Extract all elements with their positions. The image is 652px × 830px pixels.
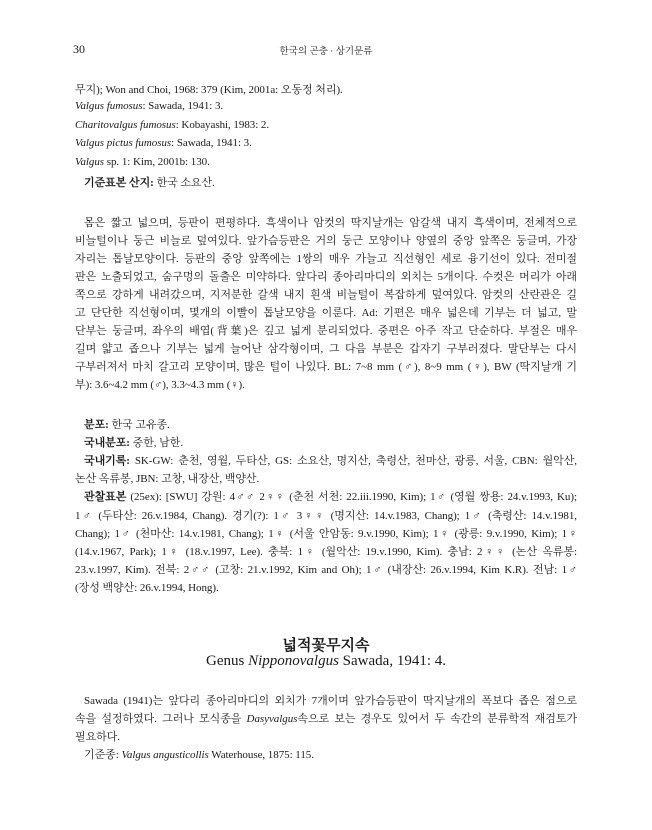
synonymy-line-1: 무지); Won and Choi, 1968: 379 (Kim, 2001a: 오동정 처리). [75, 84, 343, 96]
domestic-records-value: SK-GW: 춘천, 영월, 두타산, GS: 소요산, 명지산, 축령산, 천마산, 광릉, 서울, CBN: 월악산, [129, 455, 577, 467]
examined-material-line: Chang); 1♂ (천마산: 14.v.1981, Chang); 1♀ (서울 안암동: 9.v.1990, Kim); 1♀ (광릉: 9.v.1990, Kim); 1♀ [75, 528, 577, 540]
type-locality-value: 한국 소요산. [153, 177, 215, 189]
description-line: 부): 3.6~4.2 mm (♂), 3.3~4.3 mm (♀). [75, 379, 245, 391]
taxon-name: Valgus [75, 156, 105, 168]
description-line: 쪽으로 강하게 내려갔으며, 지저분한 갈색 내지 흰색 비늘털이 복잡하게 덮여있다. 암컷의 산란관은 길 [75, 289, 577, 301]
description-line: 고 단단한 직선형이며, 몇개의 이빨이 톱날모양을 이룬다. Ad: 기편은 매우 넓은데 기부는 더 넓고, 말 [75, 307, 577, 319]
distribution [84, 416, 170, 432]
domestic-records-label: 국내기록: [84, 455, 130, 467]
description-line: 판은 노출되었고, 숨구멍의 돌출은 미약하다. 앞다리 종아리마디의 외치는 5개이다. 수컷은 머리가 아래 [75, 271, 577, 283]
genus-text-line: 필요하다. [75, 731, 121, 743]
description-line: 단부는 둥글며, 좌우의 배엽(背葉)은 깊고 넓게 분리되었다. 중편은 아주 작고 단순하다. 부절은 매우 [75, 325, 577, 337]
description-line: 자리는 톱날모양이다. 등판의 중앙 앞쪽에는 1쌍의 매우 가늘고 직선형인 세로 융기선이 있다. 전미절 [75, 253, 577, 265]
domestic-distribution-label: 국내분포: [84, 437, 130, 449]
examined-material [84, 488, 577, 504]
type-species-name: Valgus angusticollis [121, 749, 209, 761]
synonymy-line-5 [75, 156, 210, 168]
domestic-records-line: 논산 옥류봉, JBN: 고창, 내장산, 백양산. [75, 473, 260, 485]
examined-material-line: 23.v.1997, Kim). 전북: 2♂♂ (고창: 21.v.1992, Kim and Oh); 1♂ (내장산: 26.v.1994, Kim K.R). 전남: 1♂ [75, 564, 577, 576]
taxon-reference: sp. 1: Kim, 2001b: 130. [104, 156, 210, 168]
taxon-reference: : Sawada, 1941: 3. [142, 100, 224, 112]
taxon-reference: : Sawada, 1941: 3. [171, 137, 252, 149]
genus-text-line: Sawada (1941)는 앞다리 종아리마디의 외치가 7개이며 앞가슴등판이 딱지날개의 폭보다 좁은 점으로 [84, 695, 577, 707]
genus-text-part: 속으로 보는 경우도 있어서 두 속간의 분류학적 재검토가 [297, 713, 577, 725]
examined-material-value: (25ex): [SWU] 강원: 4♂♂ 2♀♀ (춘천 서천: 22.iii.1990, Kim); 1♂ (영월 쌍용: 24.v.1993, Ku); [126, 491, 577, 503]
synonymy-line-3 [75, 119, 269, 131]
description-line: 구부러져서 마치 갈고리 모양이며, 많은 털이 나있다. BL: 7~8 mm (♂), 8~9 mm (♀), BW (딱지날개 기 [75, 361, 577, 373]
genus-korean-title: 넓적꽃무지속 [282, 638, 370, 654]
genus-prefix: Genus [206, 653, 249, 669]
examined-material-line: (장성 백양산: 26.v.1994, Hong). [75, 582, 219, 594]
domestic-records [84, 452, 577, 468]
taxon-name: Valgus fumosus [75, 100, 143, 112]
page-number: 30 [73, 42, 85, 56]
type-species-reference: Waterhouse, 1875: 115. [208, 749, 314, 761]
domestic-distribution [84, 434, 183, 450]
distribution-value: 한국 고유종. [108, 419, 170, 431]
taxon-name: Valgus pictus fumosus [75, 137, 172, 149]
synonymy-line-2 [75, 100, 223, 112]
type-species [84, 746, 314, 762]
domestic-distribution-value: 중한, 남한. [129, 437, 184, 449]
examined-material-label: 관찰표본 [84, 491, 127, 503]
description-line: 비늘털이나 둥근 비늘로 덮여있다. 앞가슴등판은 거의 둥근 모양이나 양옆의 중앙 앞쪽은 둥글며, 가장 [75, 235, 577, 247]
examined-material-line: 1♂ (두타산: 26.v.1984, Chang). 경기(?): 1♂ 3♀♀ (명지산: 14.v.1983, Chang); 1♂ (축령산: 14.v.1981, [75, 510, 577, 522]
running-head: 한국의 곤충 · 상기문류 [279, 47, 373, 57]
type-locality-label: 기준표본 산지: [84, 177, 154, 189]
genus-name: Nipponovalgus [248, 653, 339, 669]
type-locality [84, 174, 215, 190]
taxon-name: Charitovalgus fumosus [75, 119, 176, 131]
type-species-label: 기준종: [84, 749, 119, 761]
genus-text-line [75, 710, 577, 726]
examined-material-line: (14.v.1967, Park); 1♀ (18.v.1997, Lee). 충북: 1♀ (월악산: 19.v.1990, Kim). 충남: 2♀♀ (논산 옥류봉: [75, 546, 577, 558]
genus-latin-title [0, 653, 652, 670]
taxon-reference: : Kobayashi, 1983: 2. [175, 119, 270, 131]
genus-text-part: 속을 설정하였다. 그러나 모식종을 [75, 713, 247, 725]
synonymy-line-4 [75, 137, 252, 149]
distribution-label: 분포: [84, 419, 109, 431]
genus-authority: Sawada, 1941: 4. [338, 653, 446, 669]
description-line: 몸은 짧고 넓으며, 등판이 편평하다. 흑색이나 암컷의 딱지날개는 암갈색 내지 흑색이며, 전체적으로 [84, 217, 577, 229]
genus-text-taxon: Dasyvalgus [246, 713, 298, 725]
description-line: 길며 얇고 좁으나 기부는 넓게 늘어난 삼각형이며, 그 다음 부분은 갑자기 구부러졌다. 말단부는 다시 [75, 343, 577, 355]
